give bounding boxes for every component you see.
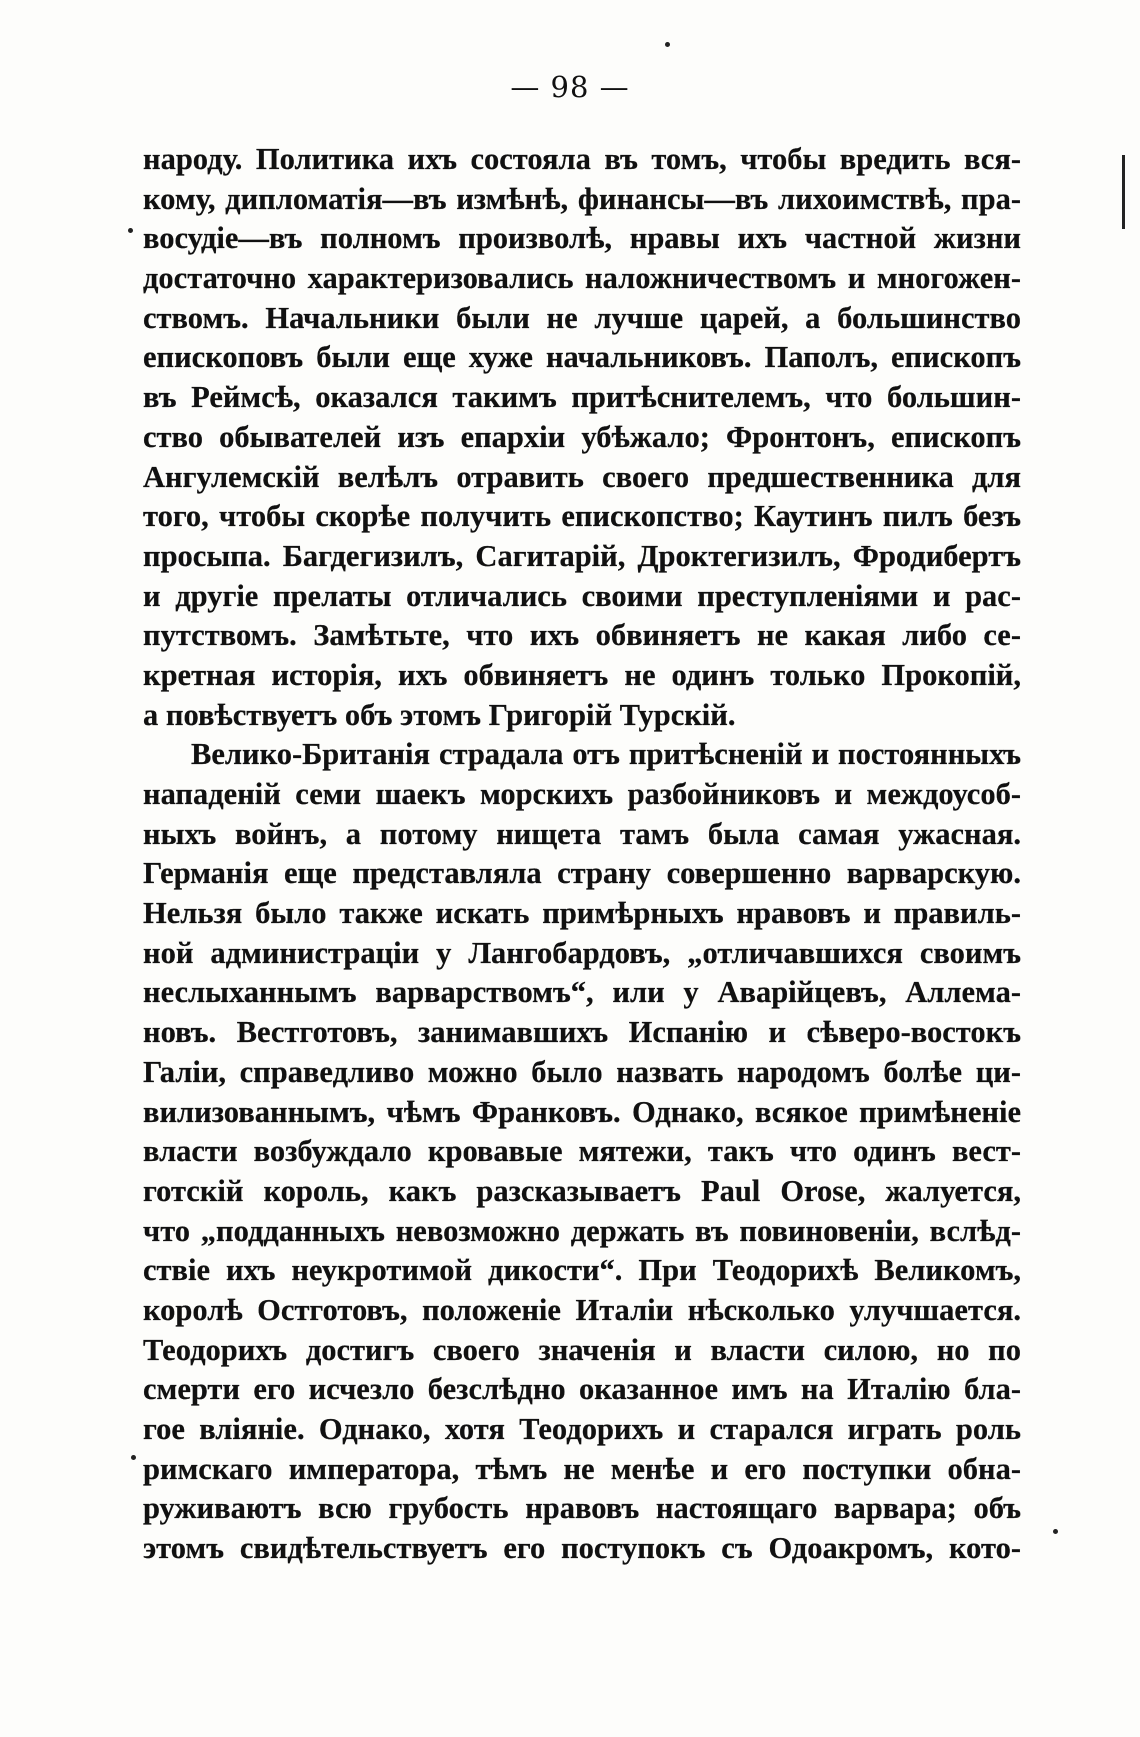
text-line: власти возбуждало кровавые мятежи, такъ что одинъ вест- bbox=[143, 1134, 1021, 1169]
text-line: въ Реймсѣ, оказался такимъ притѣснителемъ, что большин- bbox=[143, 380, 1021, 415]
text-line: ство обывателей изъ епархіи убѣжало; Фронтонъ, епископъ bbox=[143, 419, 1021, 454]
text-line: и другіе прелаты отличались своими преступленіями и рас- bbox=[143, 578, 1021, 613]
page-number: — 98 — bbox=[510, 70, 630, 104]
text-line: неслыханнымъ варварствомъ“, или у Аварійцевъ, Аллема- bbox=[143, 975, 1021, 1010]
text-line: того, чтобы скорѣе получить епископство; Каутинъ пилъ безъ bbox=[143, 499, 1021, 534]
scan-dot-mark bbox=[128, 228, 133, 233]
text-line: кому, дипломатія—въ измѣнѣ, финансы—въ лихоимствѣ, пра- bbox=[143, 181, 1021, 216]
text-line: ныхъ войнъ, а потому нищета тамъ была самая ужасная. bbox=[143, 816, 1021, 851]
margin-pencil-mark bbox=[1122, 155, 1125, 229]
text-line: руживаютъ всю грубость нравовъ настоящаго варвара; объ bbox=[143, 1491, 1021, 1526]
text-line: ной администраціи у Лангобардовъ, „отличавшихся своимъ bbox=[143, 935, 1021, 970]
scan-dot-mark bbox=[665, 42, 670, 47]
text-line: достаточно характеризовались наложничествомъ и многожен- bbox=[143, 261, 1021, 296]
text-line: народу. Политика ихъ состояла въ томъ, чтобы вредить вся- bbox=[143, 142, 1021, 176]
text-line: восудіе—въ полномъ произволѣ, нравы ихъ частной жизни bbox=[143, 221, 1021, 256]
text-line: путствомъ. Замѣтьте, что ихъ обвиняетъ не какая либо се- bbox=[143, 618, 1021, 653]
scan-dot-mark bbox=[1053, 1529, 1058, 1534]
text-line: гое вліяніе. Однако, хотя Теодорихъ и старался играть роль bbox=[143, 1412, 1021, 1446]
scan-dot-mark bbox=[131, 1455, 136, 1460]
text-line: Нельзя было также искать примѣрныхъ нравовъ и правиль- bbox=[143, 896, 1021, 931]
text-line: вилизованнымъ, чѣмъ Франковъ. Однако, всякое примѣненіе bbox=[143, 1094, 1021, 1129]
body-text bbox=[143, 140, 1021, 1569]
text-line: Ангулемскій велѣлъ отравить своего предшественника для bbox=[143, 459, 1021, 494]
text-line: готскій король, какъ разсказываетъ Paul Orose, жалуется, bbox=[143, 1173, 1021, 1208]
text-line: этомъ свидѣтельствуетъ его поступокъ съ Одоакромъ, кото- bbox=[143, 1531, 1021, 1566]
text-line: Германія еще представляла страну совершенно варварскую. bbox=[143, 856, 1021, 891]
text-line: кретная исторія, ихъ обвиняетъ не одинъ только Прокопій, bbox=[143, 657, 1021, 692]
text-line: просыпа. Багдегизилъ, Сагитарій, Дроктегизилъ, Фродибертъ bbox=[143, 538, 1021, 573]
text-line: новъ. Вестготовъ, занимавшихъ Испанію и сѣверо-востокъ bbox=[143, 1015, 1021, 1050]
text-line: Велико-Британія страдала отъ притѣсненій и постоянныхъ bbox=[191, 737, 1021, 772]
text-line: ствомъ. Начальники были не лучше царей, а большинство bbox=[143, 300, 1021, 335]
text-line: а повѣствуетъ объ этомъ Григорій Турскій. bbox=[143, 697, 736, 732]
paragraph-2 bbox=[143, 735, 1021, 1568]
text-line: что „подданныхъ невозможно держать въ повиновеніи, вслѣд- bbox=[143, 1213, 1021, 1248]
text-line: Теодорихъ достигъ своего значенія и власти силою, но по bbox=[143, 1332, 1021, 1367]
text-line: римскаго императора, тѣмъ не менѣе и его поступки обна- bbox=[143, 1451, 1021, 1486]
text-line: Галіи, справедливо можно было назвать народомъ болѣе ци- bbox=[143, 1054, 1021, 1089]
paragraph-1 bbox=[143, 140, 1021, 735]
text-line: смерти его исчезло безслѣдно оказанное имъ на Италію бла- bbox=[143, 1372, 1021, 1407]
text-line: ствіе ихъ неукротимой дикости“. При Теодорихѣ Великомъ, bbox=[143, 1253, 1021, 1288]
text-line: епископовъ были еще хуже начальниковъ. Паполъ, епископъ bbox=[143, 340, 1021, 375]
text-line: нападеній семи шаекъ морскихъ разбойниковъ и междоусоб- bbox=[143, 777, 1021, 811]
text-line: королѣ Остготовъ, положеніе Италіи нѣсколько улучшается. bbox=[143, 1292, 1021, 1327]
